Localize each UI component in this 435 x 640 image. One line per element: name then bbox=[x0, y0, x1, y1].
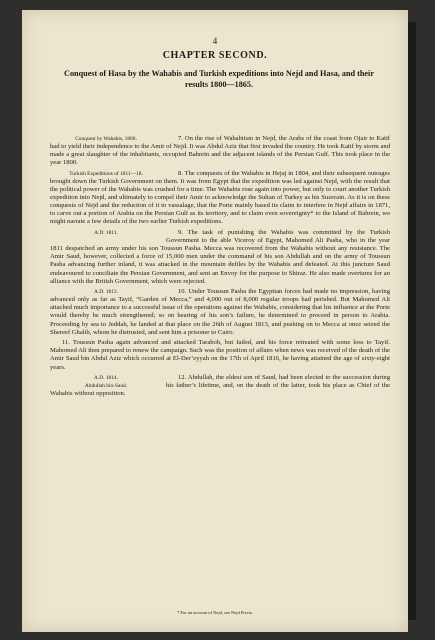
section-heading: Conquest of Hasa by the Wahabis and Turkish expeditions into Nejd and Hasa, and their results 1800—1865. bbox=[64, 69, 374, 89]
paragraph-8 bbox=[50, 170, 390, 227]
paragraph-text: 12. Abdullah, the eldest son of Saud, had been elected to the succession during his father’s lifetime, and, on the death of the latter, took his place as Chief of the Wahabis without opposition. bbox=[50, 374, 390, 398]
paragraph-11 bbox=[50, 339, 390, 371]
paragraph-text: 7. On the rise of Wahabiism in Nejd, the Arabs of the coast from Ojair to Katif had to yield their independence to the Amir of Nejd. It was Abdul Aziz that first invaded the country. He took Katif by storm and made a great slaughter of the inhabitants, occupied Bahrein and the adjacent islands of the Persian Gulf. This took place in the year 1800. bbox=[50, 135, 390, 167]
paragraph-text: 11. Toussun Pasha again advanced and attacked Taraboh, but failed, and his force retreated with some loss to Tayif. Mahomed Ali then prepared to renew the campaign. Such was the position of affairs when news was received of the death of the Amir Saud bin Abdul Aziz which occurred at El-Der’eyyah on the 17th of April 1816, he having attained the age of sixty-eight years. bbox=[50, 339, 390, 371]
marginal-note: Abdullah bin-Saud. bbox=[84, 383, 128, 390]
marginal-note: Turkish Expeditions of 1811—18. bbox=[69, 170, 143, 177]
paragraph-text: 8. The conquests of the Wahabis in Hejaj in 1804, and their subsequent outrages brought down the Turkish Government on them. It was from Egypt that the expedition was led against Nejd, with the result that the political power of the Wahabis was crushed for a time. The Wahabis rose again into power, but only to court another Turkish expedition into Nejd, and ultimately to compel their Amir to acknowledge the Sultan of Turkey as his Suzerain. As it is on these conquests of Nejd and the reduction of it to vassalage, that the Porte mainly based its claim to interfere in Nejd affairs in 1871, to carve out a portion of Arabia on the Persian Gulf as its territory, and to claim even sovereignty* to the Island of Bahrein, we might narrate a few details of the two earlier Turkish expeditions. bbox=[50, 169, 390, 226]
marginal-note: A.D. 1814. bbox=[94, 375, 118, 382]
marginal-note: A.D. 1813. bbox=[94, 289, 118, 296]
paragraph-10 bbox=[50, 288, 390, 337]
paragraph-7 bbox=[50, 135, 390, 167]
page-number: 4 bbox=[212, 36, 218, 46]
marginal-note: A.D. 1811. bbox=[94, 230, 118, 237]
paragraph-text: 10. Under Toussun Pasha the Egyptian forces had made no impression, having advanced only as far as Tayif, “Garden of Mecca,” and 4,000 out of 8,000 regular troops had perished. But Mahomed Ali attached much importance to a successful issue of the operations against the Wahabis, considering that his influence at the Porte would thereby be much strengthened; so on hearing of his son’s failure, he determined to proceed in person to Arabia. Proceeding by sea to Jeddah, he landed at that place on the 26th of August 1813, and pushing on to Mecca at once seized the Shereef Ghalib, whom he distrusted, and sent him a prisoner to Cairo. bbox=[50, 288, 390, 336]
document-page bbox=[22, 10, 408, 632]
paragraph-text: 9. The task of punishing the Wahabis was committed by the Turkish Government to the able Viceroy of Egypt, Mahomed Ali Pasha, who in the year 1811 despatched an army under his son Toussun Pasha. Mecca was recovered from the Wahabis without any resistance. The Amir Saud, however, collected a force of 15,000 men under the command of his son Abdullah and on the army of Toussun Pasha advancing further inland, it was attacked in the mountain defiles by the Wahabis and defeated. At this juncture Saud endeavoured to conciliate the Persian Government, and sent an Envoy for the purpose to Shiraz. He also made overtures for an alliance with the British Government, which were rejected. bbox=[50, 229, 390, 285]
page-right-edge bbox=[408, 22, 416, 620]
marginal-note: Conquest by Wahabis, 1800. bbox=[75, 136, 137, 142]
footnote: * For an account of Nejd, see Nejd Precis. bbox=[177, 610, 253, 615]
chapter-title: CHAPTER SECOND. bbox=[162, 50, 268, 61]
body-text bbox=[50, 135, 390, 398]
paragraph-12 bbox=[50, 374, 390, 398]
paragraph-9 bbox=[50, 229, 390, 286]
